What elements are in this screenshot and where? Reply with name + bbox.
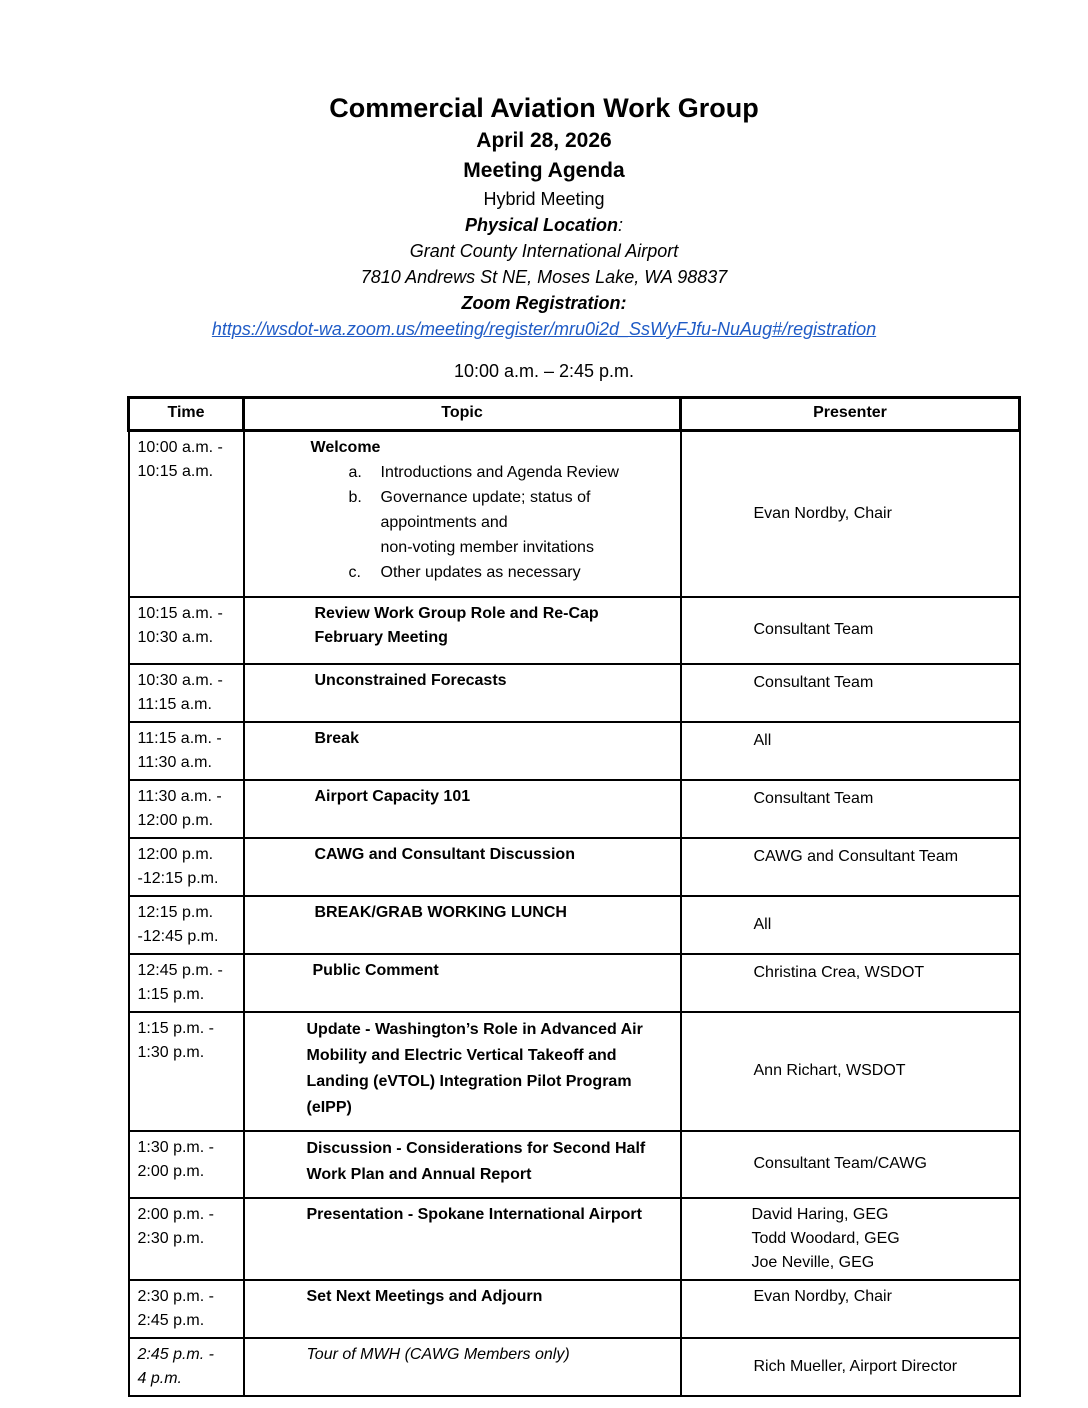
presenter-cell: Consultant Team (681, 597, 1020, 664)
presenter-cell: Rich Mueller, Airport Director (681, 1338, 1020, 1396)
table-row (129, 597, 1020, 664)
header-time: Time (129, 398, 244, 431)
table-row (129, 1131, 1020, 1198)
location-label: Physical Location (464, 215, 619, 235)
topic-sublist (311, 460, 672, 585)
time-cell: 11:15 a.m. - 11:30 a.m. (129, 722, 244, 780)
topic-cell: Tour of MWH (CAWG Members only) (244, 1338, 681, 1396)
presenter-cell (681, 1198, 1020, 1280)
presenter-cell: All (681, 722, 1020, 780)
presenter-cell: Evan Nordby, Chair (681, 431, 1020, 597)
meeting-hours: 10:00 a.m. – 2:45 p.m. (453, 361, 635, 381)
topic-cell: Set Next Meetings and Adjourn (244, 1280, 681, 1338)
time-cell: 2:00 p.m. - 2:30 p.m. (129, 1198, 244, 1280)
table-row (129, 1280, 1020, 1338)
meeting-type: Hybrid Meeting (483, 189, 605, 209)
location-label-line: Physical Location: (464, 215, 624, 235)
presenter-cell: Consultant Team/CAWG (681, 1131, 1020, 1198)
time-cell: 11:30 a.m. - 12:00 p.m. (129, 780, 244, 838)
topic-title: Welcome (310, 439, 381, 456)
table-row (129, 838, 1020, 896)
zoom-label: Zoom Registration: (461, 293, 627, 313)
topic-cell: Airport Capacity 101 (244, 780, 681, 838)
header-topic: Topic (244, 398, 681, 431)
list-item: a. Introductions and Agenda Review (348, 464, 619, 481)
presenter-cell: CAWG and Consultant Team (681, 838, 1020, 896)
time-cell: 1:30 p.m. - 2:00 p.m. (129, 1131, 244, 1198)
topic-cell: BREAK/GRAB WORKING LUNCH (244, 896, 681, 954)
topic-cell: Break (244, 722, 681, 780)
presenter-name: Todd Woodard, GEG (751, 1229, 900, 1247)
table-row (129, 664, 1020, 722)
presenter-cell: Consultant Team (681, 780, 1020, 838)
agenda-table (127, 396, 1021, 1397)
list-item: c. Other updates as necessary (348, 564, 581, 581)
presenter-cell: Consultant Team (681, 664, 1020, 722)
time-cell: 12:00 p.m. -12:15 p.m. (129, 838, 244, 896)
topic-cell: Public Comment (244, 954, 681, 1012)
time-cell: 1:15 p.m. - 1:30 p.m. (129, 1012, 244, 1131)
table-row (129, 780, 1020, 838)
time-cell: 12:15 p.m. -12:45 p.m. (129, 896, 244, 954)
presenter-name: Joe Neville, GEG (751, 1253, 875, 1271)
topic-cell: CAWG and Consultant Discussion (244, 838, 681, 896)
presenter-cell: Christina Crea, WSDOT (681, 954, 1020, 1012)
time-cell: 12:45 p.m. - 1:15 p.m. (129, 954, 244, 1012)
agenda-header (0, 90, 1088, 342)
time-cell: 10:15 a.m. - 10:30 a.m. (129, 597, 244, 664)
zoom-registration-link[interactable]: https://wsdot-wa.zoom.us/meeting/register/mru0i2d_SsWyFJfu-NuAug#/registration (211, 319, 877, 339)
topic-cell: Presentation - Spokane International Airport (244, 1198, 681, 1280)
presenter-cell: Evan Nordby, Chair (681, 1280, 1020, 1338)
table-row (129, 431, 1020, 597)
presenter-name: David Haring, GEG (751, 1205, 889, 1223)
table-row (129, 1338, 1020, 1396)
meeting-agenda-heading: Meeting Agenda (463, 159, 625, 182)
table-header-row (129, 398, 1020, 431)
document-title: Commercial Aviation Work Group (329, 93, 759, 123)
time-cell: 2:30 p.m. - 2:45 p.m. (129, 1280, 244, 1338)
presenter-cell: Ann Richart, WSDOT (681, 1012, 1020, 1131)
topic-cell: Unconstrained Forecasts (244, 664, 681, 722)
time-cell: 10:00 a.m. - 10:15 a.m. (129, 431, 244, 597)
list-item: b. Governance update; status of appointments and (348, 489, 591, 531)
table-row (129, 896, 1020, 954)
time-cell: 10:30 a.m. - 11:15 a.m. (129, 664, 244, 722)
presenter-cell: All (681, 896, 1020, 954)
topic-cell: Review Work Group Role and Re-Cap February Meeting (244, 597, 681, 664)
topic-cell: Discussion - Considerations for Second Half Work Plan and Annual Report (244, 1131, 681, 1198)
time-cell: 2:45 p.m. - 4 p.m. (129, 1338, 244, 1396)
header-presenter: Presenter (681, 398, 1020, 431)
topic-cell: Update - Washington’s Role in Advanced Air Mobility and Electric Vertical Takeoff and Landing (eVTOL) Integration Pilot Program (eIPP) (244, 1012, 681, 1131)
location-address: 7810 Andrews St NE, Moses Lake, WA 98837 (360, 267, 728, 287)
topic-cell (244, 431, 681, 597)
meeting-date: April 28, 2026 (476, 129, 612, 152)
list-item: non-voting member invitations (380, 539, 594, 556)
table-row (129, 1198, 1020, 1280)
table-row (129, 722, 1020, 780)
table-row (129, 1012, 1020, 1131)
location-name: Grant County International Airport (409, 241, 679, 261)
table-row (129, 954, 1020, 1012)
